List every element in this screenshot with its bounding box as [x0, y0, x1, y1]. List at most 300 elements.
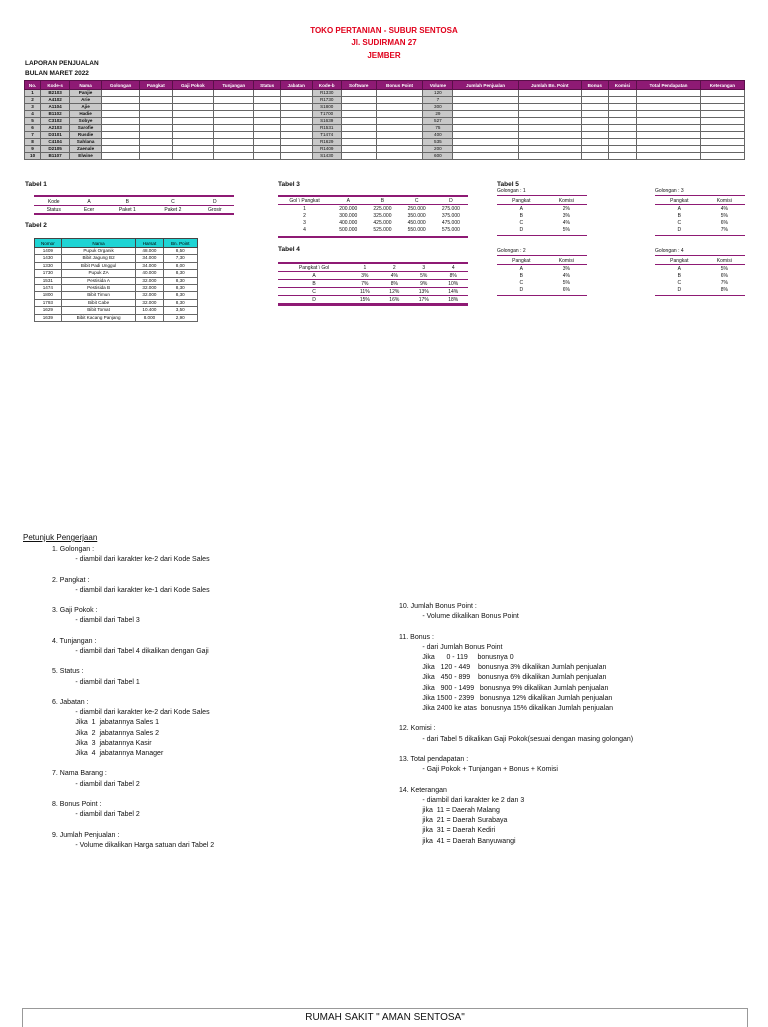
report-cell [280, 97, 312, 104]
footer-box [22, 1008, 748, 1027]
table-row [497, 279, 587, 286]
report-cell [102, 97, 140, 104]
report-column-header: Jumlah Bn. Point [518, 81, 581, 90]
report-cell [608, 125, 637, 132]
report-cell: R1330 [312, 90, 341, 97]
report-cell: Zaenale [70, 146, 102, 153]
tabel5-cell: 3% [562, 265, 570, 272]
report-column-header: Keterangan [700, 81, 744, 90]
tabel2-cell: 10.400 [136, 307, 163, 314]
tabel5-group-label: Golongan : 4 [655, 248, 684, 254]
tabel5-cell: B [519, 272, 523, 279]
report-cell [214, 146, 254, 153]
tabel4-cell: 5% [420, 272, 428, 279]
tabel3-cell: 575.000 [441, 226, 460, 233]
table-row [35, 270, 198, 277]
report-cell: S1430 [312, 153, 341, 160]
tabel3-cell: 350.000 [407, 212, 426, 219]
report-column-header: Status [254, 81, 281, 90]
report-cell [581, 97, 608, 104]
table-row [655, 226, 745, 233]
tabel3-cell: 2 [303, 212, 306, 219]
tabel2-header: Nomor [35, 239, 62, 248]
report-cell [214, 97, 254, 104]
report-cell: 1 [25, 90, 41, 97]
tabel4-cell: 13% [418, 288, 429, 295]
report-cell [280, 104, 312, 111]
report-cell: 75 [423, 125, 453, 132]
tabel5-group-bottom-rule [497, 295, 587, 296]
report-cell [518, 125, 581, 132]
table-row [497, 286, 587, 293]
table-row [655, 265, 745, 273]
report-cell: Elwine [70, 153, 102, 160]
report-cell [453, 104, 518, 111]
report-cell [214, 104, 254, 111]
tabel5-col-pangkat: Pangkat [512, 197, 531, 204]
report-cell: B1107 [41, 153, 70, 160]
report-cell [376, 153, 423, 160]
tabel4-cell: A [312, 272, 316, 279]
report-cell [254, 90, 281, 97]
tabel4-bottom-rule [278, 304, 468, 306]
report-column-header: Bonus Point [376, 81, 423, 90]
report-cell: Ajie [70, 104, 102, 111]
report-cell [581, 153, 608, 160]
tabel4-table [278, 264, 468, 304]
report-cell [608, 104, 637, 111]
tabel2-header: Nama [61, 239, 136, 248]
tabel4-cell: 10% [448, 280, 459, 287]
store-city: JEMBER [367, 51, 401, 60]
tabel2-cell: 32.000 [136, 277, 163, 284]
report-cell [102, 111, 140, 118]
report-cell [280, 146, 312, 153]
table-row [655, 272, 745, 279]
report-cell [254, 97, 281, 104]
report-cell [376, 146, 423, 153]
tabel2-cell: 8,30 [163, 285, 197, 292]
report-cell [280, 153, 312, 160]
tabel2-cell: 8,30 [163, 277, 197, 284]
tabel2-cell: 1531 [35, 277, 62, 284]
report-cell [280, 132, 312, 139]
tabel3-cell: 400.000 [339, 219, 358, 226]
tabel2-cell: Bibit Kacang Panjang [61, 314, 136, 321]
report-cell [341, 118, 376, 125]
report-cell: Arie [70, 97, 102, 104]
table-row [655, 212, 745, 219]
table-row [497, 212, 587, 219]
tabel5-cell: 6% [720, 219, 728, 226]
report-cell [453, 153, 518, 160]
report-cell [376, 139, 423, 146]
report-column-header: Nama [70, 81, 102, 90]
tabel3-cell: 4 [303, 226, 306, 233]
report-cell: 10 [25, 153, 41, 160]
tabel4-cell: C [312, 288, 316, 295]
tabel4-cell: 14% [448, 288, 459, 295]
tabel3-cell: 425.000 [373, 219, 392, 226]
tabel4-cell: B [312, 280, 316, 287]
report-cell: S1800 [312, 104, 341, 111]
report-column-header: Tunjangan [214, 81, 254, 90]
tabel4-header: 2 [392, 264, 396, 271]
table-row [35, 285, 198, 292]
tabel2-header: Harsat [136, 239, 163, 248]
tabel5-col-komisi: Komisi [558, 257, 574, 264]
tabel3-header: D [449, 197, 453, 204]
table-row [278, 296, 468, 304]
tabel5-col-komisi: Komisi [716, 197, 732, 204]
tabel4-cell: 8% [449, 272, 457, 279]
report-cell [518, 111, 581, 118]
report-cell [341, 153, 376, 160]
report-cell [376, 125, 423, 132]
tabel5-cell: 5% [562, 279, 570, 286]
report-cell: C3102 [41, 118, 70, 125]
tabel2-cell: 8,00 [163, 262, 197, 269]
report-cell [254, 132, 281, 139]
tabel1-kode: D [213, 198, 217, 205]
report-cell [254, 153, 281, 160]
table-row [497, 205, 587, 213]
report-cell [140, 125, 172, 132]
report-cell: A2103 [41, 125, 70, 132]
report-column-header: Volume [423, 81, 453, 90]
tabel5-group-table [497, 197, 587, 233]
tabel5-cell: B [677, 212, 681, 219]
report-cell [700, 146, 744, 153]
report-cell [581, 104, 608, 111]
report-cell: Rusdie [70, 132, 102, 139]
report-cell [518, 104, 581, 111]
report-cell [581, 111, 608, 118]
tabel5-group-bottom-rule [655, 295, 745, 296]
table-row [35, 299, 198, 306]
tabel5-col-pangkat: Pangkat [670, 257, 689, 264]
report-cell: Sobye [70, 118, 102, 125]
report-column-header: Jumlah Penjualan [453, 81, 518, 90]
report-cell [376, 111, 423, 118]
report-cell [214, 153, 254, 160]
tabel5-title: Tabel 5 [497, 181, 519, 188]
report-cell [518, 132, 581, 139]
tabel5-cell: D [519, 226, 524, 233]
report-cell: 8 [25, 139, 41, 146]
report-cell: 535 [423, 139, 453, 146]
report-cell [102, 139, 140, 146]
report-column-header: Bonus [581, 81, 608, 90]
tabel5-col-pangkat: Pangkat [670, 197, 689, 204]
tabel5-group-table [497, 257, 587, 293]
report-cell [453, 90, 518, 97]
report-cell [280, 125, 312, 132]
tabel2-cell: Pestisida B [61, 285, 136, 292]
report-cell: 600 [423, 153, 453, 160]
table-row [25, 146, 745, 153]
table-row [25, 139, 745, 146]
report-cell [700, 104, 744, 111]
report-cell [172, 139, 214, 146]
tabel5-col-komisi: Komisi [558, 197, 574, 204]
report-column-header: Pangkat [140, 81, 172, 90]
tabel3-cell: 550.000 [407, 226, 426, 233]
report-cell [608, 90, 637, 97]
tabel3-cell: 375.000 [441, 212, 460, 219]
report-cell [140, 139, 172, 146]
report-cell [341, 97, 376, 104]
tabel4-corner: Pangkat \ Gol [298, 264, 330, 271]
tabel5-group-label: Golongan : 3 [655, 188, 684, 194]
tabel4-cell: 8% [390, 280, 398, 287]
report-cell [581, 139, 608, 146]
tabel5-cell: A [677, 205, 681, 212]
report-cell [700, 97, 744, 104]
report-cell: 2 [25, 97, 41, 104]
report-cell [608, 118, 637, 125]
table-row [655, 197, 745, 205]
tabel5-group-label: Golongan : 2 [497, 248, 526, 254]
report-cell [376, 90, 423, 97]
report-cell [341, 139, 376, 146]
report-cell: 300 [423, 104, 453, 111]
report-cell [376, 97, 423, 104]
tabel3-cell: 475.000 [441, 219, 460, 226]
tabel5-cell: 4% [562, 272, 570, 279]
instructions-left: 1. Golongan : - diambil dari karakter ke-2 dari Kode Sales 2. Pangkat : - diambil dari karakter ke-1 dari Kode Sales 3. Gaji Pokok : - diambil dari Tabel 3 4. Tunjangan : - diambil dari Tabel 4 dikalikan dengan Gaji 5. Status : - diambil dari Tabel 1 6. Jabatan : - diambil dari karakter ke-2 dari Kode Sales Jika 1 jabatannya Sales 1 Jika 2 jabatannya Sales 2 Jika 3 jabatannya Kasir Jika 4 jabatannya Manager 7. Nama Barang : - diambil dari Tabel 2 8. Bonus Point : - diambil dari Tabel 2 9. Jumlah Penjualan : - Volume dikalikan Harga satuan dari Tabel 2 [52, 546, 215, 849]
tabel5-cell: 2% [562, 205, 570, 212]
tabel4-cell: 11% [360, 288, 370, 295]
table-row [278, 219, 468, 226]
tabel4-cell: 16% [389, 296, 400, 303]
tabel5-cell: 7% [720, 226, 728, 233]
report-cell [140, 97, 172, 104]
report-title: LAPORAN PENJUALAN [25, 60, 99, 67]
tabel5-cell: C [677, 219, 682, 226]
report-cell [637, 146, 701, 153]
report-column-header: Kode-s [41, 81, 70, 90]
report-cell: 3 [25, 104, 41, 111]
tabel3-header: C [414, 197, 419, 204]
sales-report-table [24, 80, 745, 160]
tabel5-cell: A [519, 265, 523, 272]
tabel4-cell: 15% [359, 296, 370, 303]
table-row [655, 257, 745, 265]
report-cell: R1531 [312, 125, 341, 132]
table-row [278, 226, 468, 233]
tabel3-table [278, 197, 468, 233]
table-row [25, 153, 745, 160]
table-row [35, 262, 198, 269]
report-cell [254, 111, 281, 118]
report-cell [453, 146, 518, 153]
report-cell: 29 [423, 111, 453, 118]
report-cell [700, 132, 744, 139]
report-period: BULAN MARET 2022 [25, 70, 89, 77]
tabel5-cell: B [677, 272, 681, 279]
report-cell [518, 146, 581, 153]
table-row [278, 272, 468, 280]
tabel1-kode: B [125, 198, 129, 205]
table-row [278, 288, 468, 296]
tabel1-table [34, 198, 234, 213]
report-cell [102, 90, 140, 97]
tabel3-cell: 250.000 [407, 205, 426, 212]
tabel2-cell: 48.000 [136, 248, 163, 255]
table-row [278, 205, 468, 213]
tabel5-cell: C [519, 219, 524, 226]
tabel2-cell: 8,30 [163, 299, 197, 306]
report-cell [581, 118, 608, 125]
report-cell [453, 139, 518, 146]
report-cell [254, 146, 281, 153]
tabel2-cell: 8,30 [163, 292, 197, 299]
store-address: Jl. SUDIRMAN 27 [351, 38, 417, 47]
report-cell [172, 132, 214, 139]
tabel3-cell: 225.000 [373, 205, 392, 212]
report-cell [102, 125, 140, 132]
tabel1-bottom-rule [34, 213, 234, 215]
report-cell [214, 125, 254, 132]
tabel1-kode-row [34, 198, 234, 206]
tabel5-group-bottom-rule [497, 235, 587, 236]
report-cell: 200 [423, 146, 453, 153]
tabel2-cell: 1430 [35, 255, 62, 262]
tabel2-cell: 40.000 [136, 270, 163, 277]
tabel3-cell: 500.000 [339, 226, 358, 233]
tabel5-group-table [655, 197, 745, 233]
report-cell [214, 132, 254, 139]
tabel2-cell: 32.000 [136, 292, 163, 299]
tabel3-cell: 200.000 [339, 205, 358, 212]
table-row [655, 286, 745, 293]
tabel5-cell: 4% [720, 205, 728, 212]
report-cell [341, 132, 376, 139]
report-cell [254, 139, 281, 146]
tabel2-cell: Bibit Timun [61, 292, 136, 299]
tabel3-cell: 450.000 [407, 219, 426, 226]
report-cell [280, 139, 312, 146]
tabel2-cell: Pupuk Organik [61, 248, 136, 255]
table-row [497, 197, 587, 205]
tabel2-cell: 3,50 [163, 307, 197, 314]
report-cell: D3101 [41, 132, 70, 139]
tabel2-cell: 1800 [35, 292, 62, 299]
tabel5-cell: 8% [720, 286, 728, 293]
report-column-header: No. [25, 81, 41, 90]
report-column-header: Kode-b [312, 81, 341, 90]
tabel2-cell: 7,30 [163, 255, 197, 262]
tabel3-cell: 3 [303, 219, 306, 226]
tabel3-header: B [380, 197, 385, 204]
tabel2-cell: Bibit Padi Unggul [61, 262, 136, 269]
report-cell [453, 97, 518, 104]
table-row [497, 272, 587, 279]
report-cell [608, 146, 637, 153]
tabel3-header: A [346, 197, 350, 204]
report-cell [376, 104, 423, 111]
tabel2-cell: 1639 [35, 314, 62, 321]
tabel1-kode: C [171, 198, 175, 205]
tabel2-cell: 1330 [35, 262, 62, 269]
table-row [655, 219, 745, 226]
report-cell [102, 153, 140, 160]
report-cell [637, 90, 701, 97]
tabel4-cell: 12% [389, 288, 400, 295]
report-cell [700, 139, 744, 146]
tabel3-corner: Gol \ Pangkat [289, 197, 320, 204]
report-cell [214, 90, 254, 97]
tabel3-cell: 1 [303, 205, 306, 212]
report-cell [341, 125, 376, 132]
report-cell [637, 118, 701, 125]
tabel5-col-komisi: Komisi [716, 257, 732, 264]
tabel1-kode-label: Kode [47, 198, 60, 205]
tabel3-cell: 300.000 [339, 212, 358, 219]
report-cell [102, 132, 140, 139]
instructions-right: 10. Jumlah Bonus Point : - Volume dikalikan Bonus Point 11. Bonus : - dari Jumlah Bonus Point Jika 0 - 119 bonusnya 0 Jika 120 - 449 bonusnya 3% dikalikan Jumlah penjualan Jika 450 - 899 bonusnya 6% dikalikan Jumlah penjualan Jika 900 - 1499 bonusnya 9% dikalikan Jumlah penjualan Jika 1500 - 2399 bonusnya 12% dikalikan Jumlah penjualan Jika 2400 ke atas bonusnya 15% dikalikan Jumlah penjualan 12. Komisi : - dari Tabel 5 dikalikan Gaji Pokok(sesuai dengan masing golongan) 13. Total pendapatan : - Gaji Pokok + Tunjangan + Bonus + Komisi 14. Keterangan - diambil dari karakter ke 2 dan 3 jika 11 = Daerah Malang jika 21 = Daerah Surabaya jika 31 = Daerah Kediri jika 41 = Daerah Banyuwangi [399, 603, 634, 845]
report-column-header: Software [341, 81, 376, 90]
report-cell [254, 118, 281, 125]
report-cell [608, 139, 637, 146]
tabel2-cell: 1730 [35, 270, 62, 277]
table-row [497, 219, 587, 226]
report-cell [518, 90, 581, 97]
tabel5-group-bottom-rule [655, 235, 745, 236]
tabel4-cell: 4% [390, 272, 398, 279]
report-cell [518, 153, 581, 160]
report-cell [700, 111, 744, 118]
tabel1-top-rule [34, 195, 234, 197]
tabel2-cell: 8,50 [163, 248, 197, 255]
report-cell [518, 139, 581, 146]
report-cell [172, 125, 214, 132]
table-row [35, 292, 198, 299]
table-row [25, 97, 745, 104]
report-cell [637, 153, 701, 160]
tabel2-cell: 8.000 [136, 314, 163, 321]
tabel4-header: 3 [422, 264, 426, 271]
store-name: TOKO PERTANIAN - SUBUR SENTOSA [310, 26, 458, 35]
tabel1-status: Grosir [208, 206, 222, 213]
table-row [35, 255, 198, 262]
report-cell: T1700 [312, 111, 341, 118]
report-cell [254, 125, 281, 132]
report-cell [637, 111, 701, 118]
report-cell [581, 90, 608, 97]
report-cell: C4104 [41, 139, 70, 146]
report-cell [581, 125, 608, 132]
report-cell [637, 125, 701, 132]
report-column-header: Jabatan [280, 81, 312, 90]
report-cell [637, 104, 701, 111]
report-cell [102, 146, 140, 153]
tabel2-cell: Pestisida A [61, 277, 136, 284]
report-cell: 7 [25, 132, 41, 139]
tabel4-cell: 7% [361, 280, 369, 287]
tabel3-cell: 525.000 [373, 226, 392, 233]
table-row [655, 205, 745, 213]
report-cell [102, 104, 140, 111]
tabel4-cell: 17% [418, 296, 429, 303]
report-cell [172, 111, 214, 118]
table-row [35, 248, 198, 255]
report-cell [637, 132, 701, 139]
report-cell [700, 90, 744, 97]
tabel2-cell: Pupuk ZA [61, 270, 136, 277]
tabel1-status: Paket 2 [164, 206, 182, 213]
